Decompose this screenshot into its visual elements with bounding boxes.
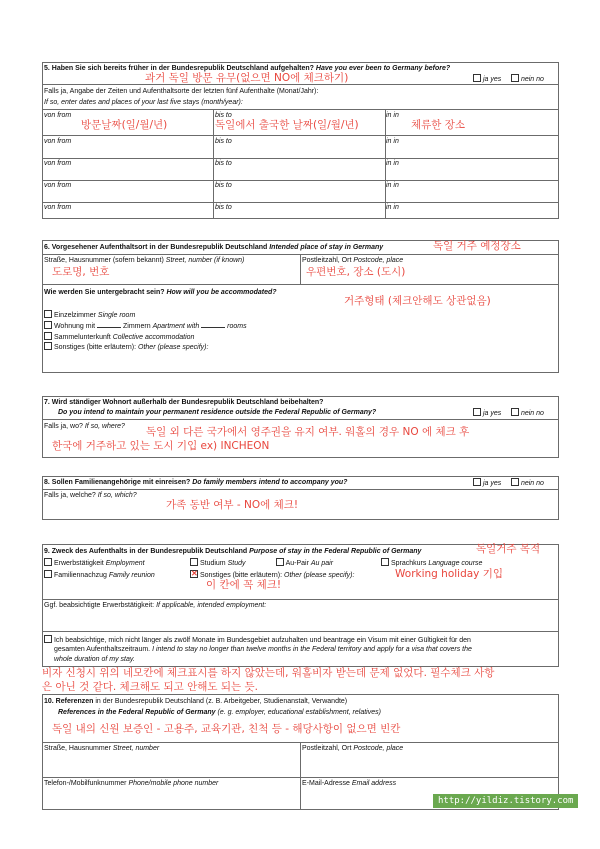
section-9-title-de: 9. Zweck des Aufenthalts in der Bundesrepublik Deutschland bbox=[44, 548, 248, 555]
annotation-s9-title: 독일거주 목적 bbox=[476, 543, 541, 555]
s8-which-label[interactable] bbox=[44, 491, 137, 500]
s7-no-option[interactable] bbox=[511, 408, 544, 418]
section-8-title-de: 8. Sollen Familienangehörige mit einreisen? bbox=[44, 479, 191, 486]
s6-opt-apartment-rooms-de: Zimmern bbox=[122, 323, 151, 330]
s5-row4-to[interactable]: bis to bbox=[215, 182, 232, 189]
s5-row3-to[interactable]: bis to bbox=[215, 160, 232, 167]
s5-row1-from[interactable]: von from bbox=[44, 112, 72, 119]
s6-street-en: Street, number (if known) bbox=[165, 257, 245, 264]
s7-where-en: If so, where? bbox=[84, 423, 125, 430]
section-10-title-de-rest: in der Bundesrepublik Deutschland (z. B. Arbeitgeber, Studienanstalt, Verwandte) bbox=[95, 698, 348, 705]
s10-phone-en: Phone/mobile phone number bbox=[128, 780, 219, 787]
s9-opt-study-de: Studium bbox=[199, 560, 226, 567]
s8-yes-option[interactable] bbox=[473, 478, 501, 488]
s6-accom-question bbox=[44, 288, 277, 297]
s10-postcode-en: Postcode, place bbox=[353, 745, 404, 752]
annotation-s5-from: 방문날짜(일/월/년) bbox=[81, 119, 168, 131]
s6-opt-other[interactable] bbox=[44, 342, 208, 352]
s6-opt-apartment-de: Wohnung mit bbox=[53, 323, 96, 330]
s9-opt-employment[interactable] bbox=[44, 558, 145, 568]
s9-employment-en: If applicable, intended employment: bbox=[156, 602, 267, 609]
s5-row5-to[interactable]: bis to bbox=[215, 204, 232, 211]
s9-opt-family-en: Family reunion bbox=[108, 572, 155, 579]
s5-dates-en: If so, enter dates and places of your last five stays (month/year): bbox=[44, 99, 243, 106]
s6-street-label[interactable] bbox=[44, 256, 244, 265]
annotation-s6-postcode: 우편번호, 장소 (도시) bbox=[306, 266, 406, 278]
s9-opt-study[interactable] bbox=[190, 558, 246, 568]
s6-opt-apartment-checkbox[interactable] bbox=[44, 321, 52, 329]
s7-yes-label: ja yes bbox=[482, 410, 502, 417]
s5-no-label: nein no bbox=[520, 76, 544, 83]
annotation-s9-other-check: 이 칸에 꼭 체크! bbox=[206, 579, 282, 591]
s6-opt-single-en: Single room bbox=[97, 312, 136, 319]
section-9-title bbox=[44, 547, 421, 556]
s6-opt-collective-en: Collective accommodation bbox=[112, 334, 195, 341]
s9-opt-study-checkbox[interactable] bbox=[190, 558, 198, 566]
s9-opt-aupair[interactable] bbox=[276, 558, 333, 568]
s9-opt-language[interactable] bbox=[381, 558, 482, 568]
annotation-s9-declaration-line1: 비자 신청시 위의 네모칸에 체크표시를 하지 않았는데, 워홀비자 받는데 문제 없었다. 필수체크 사항 bbox=[42, 667, 495, 679]
section-7-title: 7. Wird ständiger Wohnort außerhalb der Bundesrepublik Deutschland beibehalten? bbox=[44, 399, 324, 406]
s9-declaration-line2-en: I intend to stay no longer than twelve months in the Federal territory and apply for a visa that covers the bbox=[152, 646, 472, 653]
s7-no-label: nein no bbox=[520, 410, 544, 417]
s9-opt-aupair-en: Au pair bbox=[310, 560, 334, 567]
s10-postcode-de: Postleitzahl, Ort bbox=[302, 745, 352, 752]
s5-row1-to[interactable]: bis to bbox=[215, 112, 232, 119]
s6-opt-single-checkbox[interactable] bbox=[44, 310, 52, 318]
s6-opt-collective-checkbox[interactable] bbox=[44, 332, 52, 340]
s5-row4-in[interactable]: in in bbox=[386, 182, 399, 189]
s6-opt-other-checkbox[interactable] bbox=[44, 342, 52, 350]
s10-street-label[interactable] bbox=[44, 744, 159, 753]
s5-row1-in[interactable]: in in bbox=[386, 112, 399, 119]
section-6-title-de: 6. Vorgesehener Aufenthaltsort in der Bundesrepublik Deutschland bbox=[44, 244, 268, 251]
s8-which-en: If so, which? bbox=[97, 492, 137, 499]
s8-yes-checkbox[interactable] bbox=[473, 478, 481, 486]
blog-watermark: http://yildiz.tistory.com bbox=[433, 794, 578, 808]
section-9-title-en: Purpose of stay in the Federal Republic of Germany bbox=[249, 548, 422, 555]
s5-row4-from[interactable]: von from bbox=[44, 182, 72, 189]
s6-street-de: Straße, Hausnummer (sofern bekannt) bbox=[44, 257, 164, 264]
s9-opt-family-checkbox[interactable] bbox=[44, 570, 52, 578]
s6-opt-collective-de: Sammelunterkunft bbox=[53, 334, 111, 341]
s6-opt-apartment-en: Apartment with bbox=[152, 323, 200, 330]
section-10-title-en bbox=[58, 708, 381, 717]
section-8-title bbox=[44, 478, 347, 487]
s9-opt-family[interactable] bbox=[44, 570, 155, 580]
annotation-s5-to: 독일에서 출국한 날짜(일/월/년) bbox=[215, 119, 359, 131]
s10-phone-de: Telefon-/Mobilfunknummer bbox=[44, 780, 127, 787]
s9-employment-label[interactable] bbox=[44, 601, 266, 610]
s8-yes-label: ja yes bbox=[482, 480, 502, 487]
s9-opt-language-checkbox[interactable] bbox=[381, 558, 389, 566]
s9-declaration-checkbox[interactable] bbox=[44, 635, 52, 643]
s5-yes-label: ja yes bbox=[482, 76, 502, 83]
annotation-s8: 가족 동반 여부 - NO에 체크! bbox=[166, 499, 299, 511]
s10-street-de: Straße, Hausnummer bbox=[44, 745, 111, 752]
s9-opt-aupair-checkbox[interactable] bbox=[276, 558, 284, 566]
s9-declaration-line1: Ich beabsichtige, mich nicht länger als zwölf Monate im Bundesgebiet aufzuhalten und beantrage ein Visum mit einer Gültigkeit für den bbox=[53, 637, 471, 644]
s7-where-de: Falls ja, wo? bbox=[44, 423, 83, 430]
annotation-s6-street: 도로명, 번호 bbox=[52, 266, 110, 278]
s5-row5-from[interactable]: von from bbox=[44, 204, 72, 211]
s9-opt-other-checkbox[interactable] bbox=[190, 570, 198, 578]
s5-no-checkbox[interactable] bbox=[511, 74, 519, 82]
s6-rooms-blank-en[interactable] bbox=[201, 322, 225, 328]
s10-postcode-label[interactable] bbox=[302, 744, 403, 753]
s6-accom-en: How will you be accommodated? bbox=[166, 289, 277, 296]
s6-accom-de: Wie werden Sie untergebracht sein? bbox=[44, 289, 165, 296]
s10-email-label[interactable] bbox=[302, 779, 396, 788]
s9-employment-de: Ggf. beabsichtigte Erwerbstätigkeit: bbox=[44, 602, 155, 609]
s9-opt-family-de: Familiennachzug bbox=[53, 572, 107, 579]
s6-opt-other-de: Sonstiges (bitte erläutern): bbox=[53, 344, 137, 351]
s9-declaration-line2-de: gesamten Aufenthaltszeitraum. bbox=[54, 646, 151, 653]
s6-postcode-de: Postleitzahl, Ort bbox=[302, 257, 352, 264]
section-8-title-en: Do family members intend to accompany you? bbox=[192, 479, 348, 486]
s6-opt-collective[interactable] bbox=[44, 332, 194, 342]
s5-row3-from[interactable]: von from bbox=[44, 160, 72, 167]
s9-declaration-line2 bbox=[54, 645, 472, 654]
s9-opt-employment-en: Employment bbox=[105, 560, 145, 567]
section-7-title-en: Do you intend to maintain your permanent residence outside the Federal Republic of Germany? bbox=[58, 409, 377, 416]
s8-no-checkbox[interactable] bbox=[511, 478, 519, 486]
s6-postcode-en: Postcode, place bbox=[353, 257, 404, 264]
s8-no-label: nein no bbox=[520, 480, 544, 487]
s5-dates-de: Falls ja, Angabe der Zeiten und Aufenthaltsorte der letzten fünf Aufenthalte (Monat/Jahr): bbox=[44, 88, 319, 95]
section-6-title-en: Intended place of stay in Germany bbox=[269, 244, 384, 251]
s8-no-option[interactable] bbox=[511, 478, 544, 488]
s5-row2-in[interactable]: in in bbox=[386, 138, 399, 145]
s7-yes-option[interactable] bbox=[473, 408, 501, 418]
section-10-title-en-bold: References in the Federal Republic of Germany bbox=[58, 709, 216, 716]
section-10-title-en-rest: (e. g. employer, educational establishment, relatives) bbox=[217, 709, 381, 716]
s8-which-de: Falls ja, welche? bbox=[44, 492, 96, 499]
s5-row5-in[interactable]: in in bbox=[386, 204, 399, 211]
s5-row2-to[interactable]: bis to bbox=[215, 138, 232, 145]
s9-declaration[interactable] bbox=[44, 635, 471, 645]
s9-opt-other-en: Other (please specify): bbox=[284, 572, 355, 579]
s10-email-en: Email address bbox=[351, 780, 397, 787]
annotation-s10: 독일 내의 신원 보증인 - 고용주, 교육기관, 친척 등 - 해당사항이 없으면 빈칸 bbox=[52, 723, 401, 735]
section-10-title-de: 10. Referenzen bbox=[44, 698, 94, 705]
s6-opt-apartment[interactable] bbox=[44, 321, 247, 331]
s6-rooms-blank[interactable] bbox=[97, 322, 121, 328]
section-5-title-de: 5. Haben Sie sich bereits früher in der Bundesrepublik Deutschland aufgehalten? bbox=[44, 65, 314, 72]
s6-opt-apartment-rooms-en: rooms bbox=[227, 323, 247, 330]
s9-opt-employment-de: Erwerbstätigkeit bbox=[53, 560, 104, 567]
section-5-title-en: Have you ever been to Germany before? bbox=[315, 65, 451, 72]
annotation-s7-line2: 한국에 거주하고 있는 도시 기입 ex) INCHEON bbox=[52, 440, 270, 452]
annotation-s7-line1: 독일 외 다른 국가에서 영주권을 유지 여부. 워홀의 경우 NO 에 체크 후 bbox=[146, 426, 470, 438]
annotation-s5-in: 체류한 장소 bbox=[411, 119, 466, 131]
s5-yes-option[interactable] bbox=[473, 74, 501, 84]
section-10-title bbox=[44, 697, 347, 706]
s10-phone-label[interactable] bbox=[44, 779, 218, 788]
s9-opt-study-en: Study bbox=[227, 560, 246, 567]
s5-row2-from[interactable]: von from bbox=[44, 138, 72, 145]
s6-opt-single[interactable] bbox=[44, 310, 135, 320]
annotation-s6: 독일 거주 예정장소 bbox=[433, 240, 521, 252]
s5-no-option[interactable] bbox=[511, 74, 544, 84]
s5-row3-in[interactable]: in in bbox=[386, 160, 399, 167]
annotation-s6-accom: 거주형태 (체크안해도 상관없음) bbox=[344, 295, 491, 307]
s9-opt-aupair-de: Au-Pair bbox=[285, 560, 309, 567]
s7-no-checkbox[interactable] bbox=[511, 408, 519, 416]
annotation-s9-declaration-line2: 은 아닌 것 같다. 체크해도 되고 안해도 되는 듯. bbox=[42, 681, 258, 693]
s10-street-en: Street, number bbox=[112, 745, 160, 752]
section-5 bbox=[42, 62, 559, 219]
s10-email-de: E-Mail-Adresse bbox=[302, 780, 350, 787]
s6-opt-other-en: Other (please specify): bbox=[138, 344, 209, 351]
s9-opt-language-en: Language course bbox=[428, 560, 483, 567]
annotation-s9-other: Working holiday 기입 bbox=[395, 568, 504, 580]
s5-yes-checkbox[interactable] bbox=[473, 74, 481, 82]
s6-opt-single-de: Einzelzimmer bbox=[53, 312, 96, 319]
s7-where-label[interactable] bbox=[44, 422, 125, 431]
s9-opt-employment-checkbox[interactable] bbox=[44, 558, 52, 566]
s9-opt-other-de: Sonstiges (bitte erläutern): bbox=[199, 572, 283, 579]
s6-postcode-label[interactable] bbox=[302, 256, 403, 265]
s9-declaration-line3: whole duration of my stay. bbox=[54, 656, 135, 663]
s9-opt-language-de: Sprachkurs bbox=[390, 560, 427, 567]
s7-yes-checkbox[interactable] bbox=[473, 408, 481, 416]
annotation-s5: 과거 독일 방문 유무(없으면 NO에 체크하기) bbox=[145, 72, 349, 84]
section-6-title bbox=[44, 243, 383, 252]
